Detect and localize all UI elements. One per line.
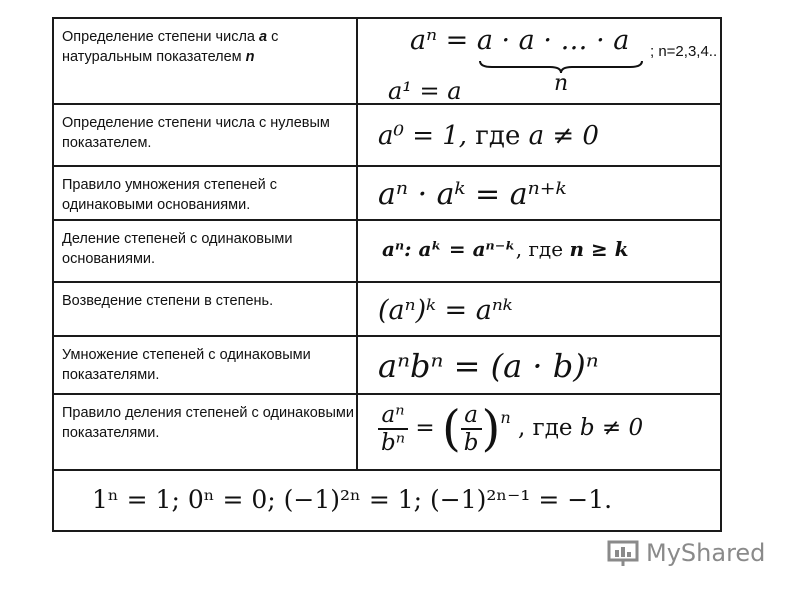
rule-formula xyxy=(358,105,720,165)
watermark xyxy=(606,538,765,568)
formula-main: aⁿ = a · a · … · a xyxy=(410,25,630,56)
rule-description: Правило деления степеней с одинаковыми показателями. xyxy=(54,395,358,469)
presentation-board-icon xyxy=(606,538,640,568)
rule-description: Деление степеней с одинаковыми основаниями. xyxy=(54,221,358,281)
formula: aⁿ: aᵏ = aⁿ⁻ᵏ, где n ≥ k xyxy=(382,237,629,261)
rule-description: Возведение степени в степень. xyxy=(54,283,358,335)
table-row xyxy=(54,105,720,167)
bottom-formula: 1ⁿ = 1; 0ⁿ = 0; (−1)²ⁿ = 1; (−1)²ⁿ⁻¹ = −1. xyxy=(92,485,613,514)
rule-description: Умножение степеней с одинаковыми показателями. xyxy=(54,337,358,393)
rule-description: Определение степени числа a с натуральным показателем n xyxy=(54,19,358,103)
table-row xyxy=(54,471,720,532)
table-row xyxy=(54,19,720,105)
fraction-right: $\frac{a}{b}$ xyxy=(461,402,482,456)
formula: $\frac{\text{aⁿ}}{\text{bⁿ}}$ = ( $\frac{a}{b}$ )$^n$ , где b ≠ 0 xyxy=(378,401,643,457)
formula-second: a¹ = a xyxy=(388,77,462,105)
formula: (aⁿ)ᵏ = aⁿᵏ xyxy=(378,295,513,326)
rule-formula xyxy=(358,395,720,469)
power-rules-table xyxy=(52,17,722,532)
formula: a⁰ = 1, где a ≠ 0 xyxy=(378,121,599,151)
table-row xyxy=(54,395,720,471)
fraction-left: $\frac{\text{aⁿ}}{\text{bⁿ}}$ xyxy=(378,402,408,456)
formula-note: ; n=2,3,4.. xyxy=(650,43,718,60)
rule-formula xyxy=(358,221,720,281)
rule-description: Правило умножения степеней с одинаковыми основаниями. xyxy=(54,167,358,219)
table-row xyxy=(54,167,720,221)
table-row xyxy=(54,283,720,337)
formula: aⁿbⁿ = (a · b)ⁿ xyxy=(378,347,599,385)
rule-description: Определение степени числа с нулевым показателем. xyxy=(54,105,358,165)
rule-formula xyxy=(358,337,720,393)
table-row xyxy=(54,337,720,395)
rule-formula xyxy=(358,167,720,219)
underbrace-count: n xyxy=(554,71,569,96)
rule-formula xyxy=(358,19,720,103)
formula: aⁿ · aᵏ = aⁿ⁺ᵏ xyxy=(378,177,567,212)
watermark-text: MyShared xyxy=(646,539,766,567)
rule-formula xyxy=(358,283,720,335)
table-row xyxy=(54,221,720,283)
